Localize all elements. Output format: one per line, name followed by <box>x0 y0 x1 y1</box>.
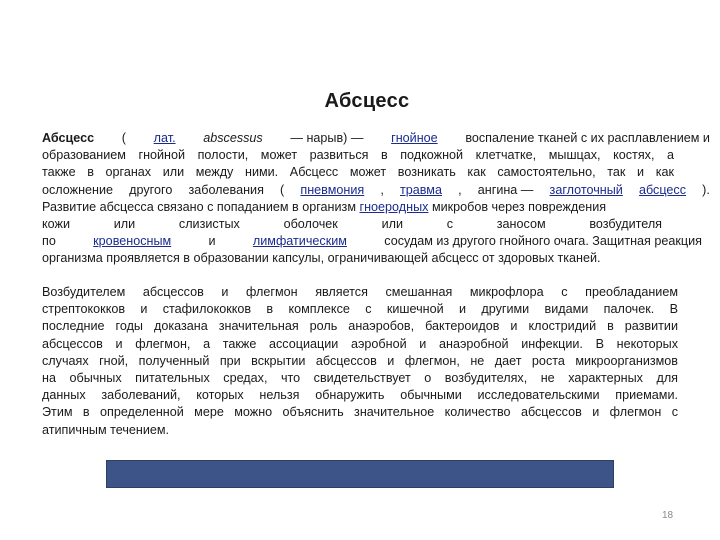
link-trauma[interactable]: травма <box>399 182 442 197</box>
text-line: по кровеносным и лимфатическим сосудам из другого гнойного очага. Защитная реакция <box>42 234 702 249</box>
link-gnoerodnykh[interactable]: гноеродных <box>359 199 429 214</box>
pathogens-paragraph <box>42 284 678 439</box>
link-zaglotochny[interactable]: заглоточный <box>549 182 623 197</box>
text-line: Абсцесс ( лат. abscessus — нарыв) — гнойное воспаление тканей с их расплавлением и <box>42 130 710 147</box>
text-line: Возбудителем абсцессов и флегмон является смешанная микрофлора с преобладанием <box>42 285 678 299</box>
slide-title: Абсцесс <box>324 90 410 112</box>
link-krovenosnym[interactable]: кровеносным <box>93 234 172 249</box>
text-line: атипичным течением. <box>42 422 170 437</box>
text-line: также в органах или между ними. Абсцесс может возникать как самостоятельно, так и как <box>42 165 674 180</box>
text-line: организма проявляется в образовании капсулы, ограничивающей абсцесс от здоровых тканей. <box>42 251 601 266</box>
term-word: Абсцесс <box>42 131 95 145</box>
text-line: осложнение другого заболевания ( пневмония , травма , ангина — заглоточный абсцесс ). <box>42 182 710 197</box>
text-line: на обычных питательных средах, что свидетельствует о возбудителях, не характерных для <box>42 371 678 386</box>
blue-banner <box>106 460 614 488</box>
text-line: данных заболеваний, которых нельзя обнаружить обычными исследовательскими приемами. <box>42 388 678 403</box>
link-lat[interactable]: лат. <box>153 131 176 145</box>
text-line: Развитие абсцесса связано с попаданием в организм гноеродных микробов через повреждения <box>42 199 607 214</box>
text-line: стрептококков и стафилококков в комплексе с кишечной и другими видами палочек. В <box>42 302 678 317</box>
text-line: Этим в определенной мере можно объяснить значительное количество абсцессов и флегмон с <box>42 405 678 420</box>
definition-paragraph <box>42 130 710 268</box>
link-pneumonia[interactable]: пневмония <box>300 182 365 197</box>
page-number: 18 <box>662 510 674 521</box>
text-line: образованием гнойной полости, может развиться в подкожной клетчатке, мышцах, костях, а <box>42 148 674 163</box>
link-abscess[interactable]: абсцесс <box>638 182 687 197</box>
text-line: кожи или слизистых оболочек или с заносом возбудителя <box>42 217 662 232</box>
text-line: последние годы доказана значительная роль анаэробов, бактероидов и клостридий в развитии <box>42 319 678 334</box>
text-line: абсцессов и флегмон, а также ассоциации аэробной и анаэробной инфекции. В некоторых <box>42 336 678 351</box>
text-line: случаях гной, полученный при вскрытии абсцессов и флегмон, не дает роста микроорганизмов <box>42 353 678 368</box>
link-limfaticheskim[interactable]: лимфатическим <box>252 234 347 249</box>
link-gnoynoe[interactable]: гнойное <box>391 131 438 145</box>
